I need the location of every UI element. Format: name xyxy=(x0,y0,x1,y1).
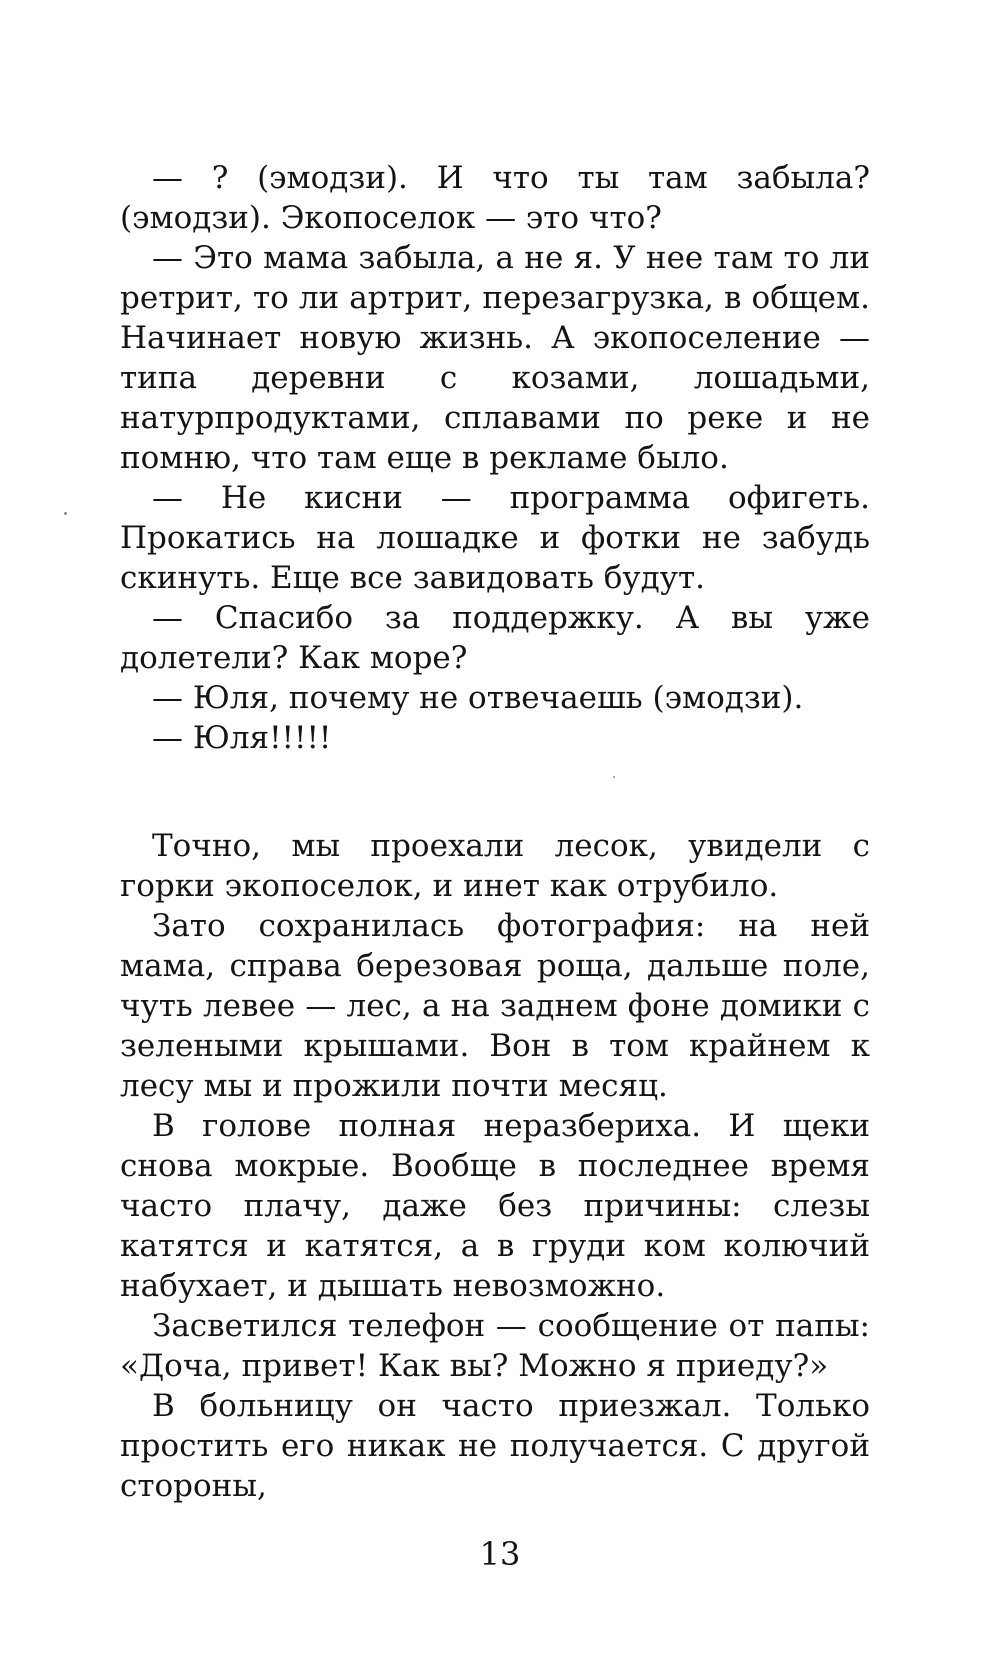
chat-line: — Это мама забыла, а не я. У нее там то ли ретрит, то ли артрит, перезагрузка, в общем. Начинает новую жизнь. А экопоселение — типа деревни с козами, лошадьми, натурпродуктами, сплавами по реке и не помню, что там еще в рекламе было. xyxy=(120,240,870,476)
chat-line: — Не кисни — программа офигеть. Прокатись на лошадке и фотки не забудь скинуть. Еще все завидовать будут. xyxy=(120,480,870,596)
paragraph: В голове полная неразбериха. И щеки снова мокрые. Вообще в последнее время часто плачу, даже без причины: слезы катятся и катятся, а в груди ком колючий набухает, и дышать невозможно. xyxy=(120,1108,870,1304)
paragraph: Точно, мы проехали лесок, увидели с горки экопоселок, и инет как отрубило. xyxy=(120,828,870,904)
paragraph: Зато сохранилась фотография: на ней мама, справа березовая роща, дальше поле, чуть левее — лес, а на заднем фоне домики с зелеными крышами. Вон в том крайнем к лесу мы и прожили почти месяц. xyxy=(120,908,870,1104)
narrative-text xyxy=(120,826,870,1506)
chat-line: — Юля!!!!! xyxy=(152,720,332,756)
chat-line: — ? (эмодзи). И что ты там забыла? (эмодзи). Экопоселок — это что? xyxy=(120,160,870,236)
print-speck xyxy=(64,512,67,515)
paragraph: В больницу он часто приезжал. Только простить его никак не получается. С другой стороны, xyxy=(120,1388,870,1504)
print-speck xyxy=(613,776,615,778)
chat-dialogue xyxy=(120,158,870,758)
page-number: 13 xyxy=(479,1535,521,1573)
paragraph: Засветился телефон — сообщение от папы: «Доча, привет! Как вы? Можно я приеду?» xyxy=(120,1308,870,1384)
chat-line: — Спасибо за поддержку. А вы уже долетели? Как море? xyxy=(120,600,870,676)
chat-line: — Юля, почему не отвечаешь (эмодзи). xyxy=(152,680,804,716)
